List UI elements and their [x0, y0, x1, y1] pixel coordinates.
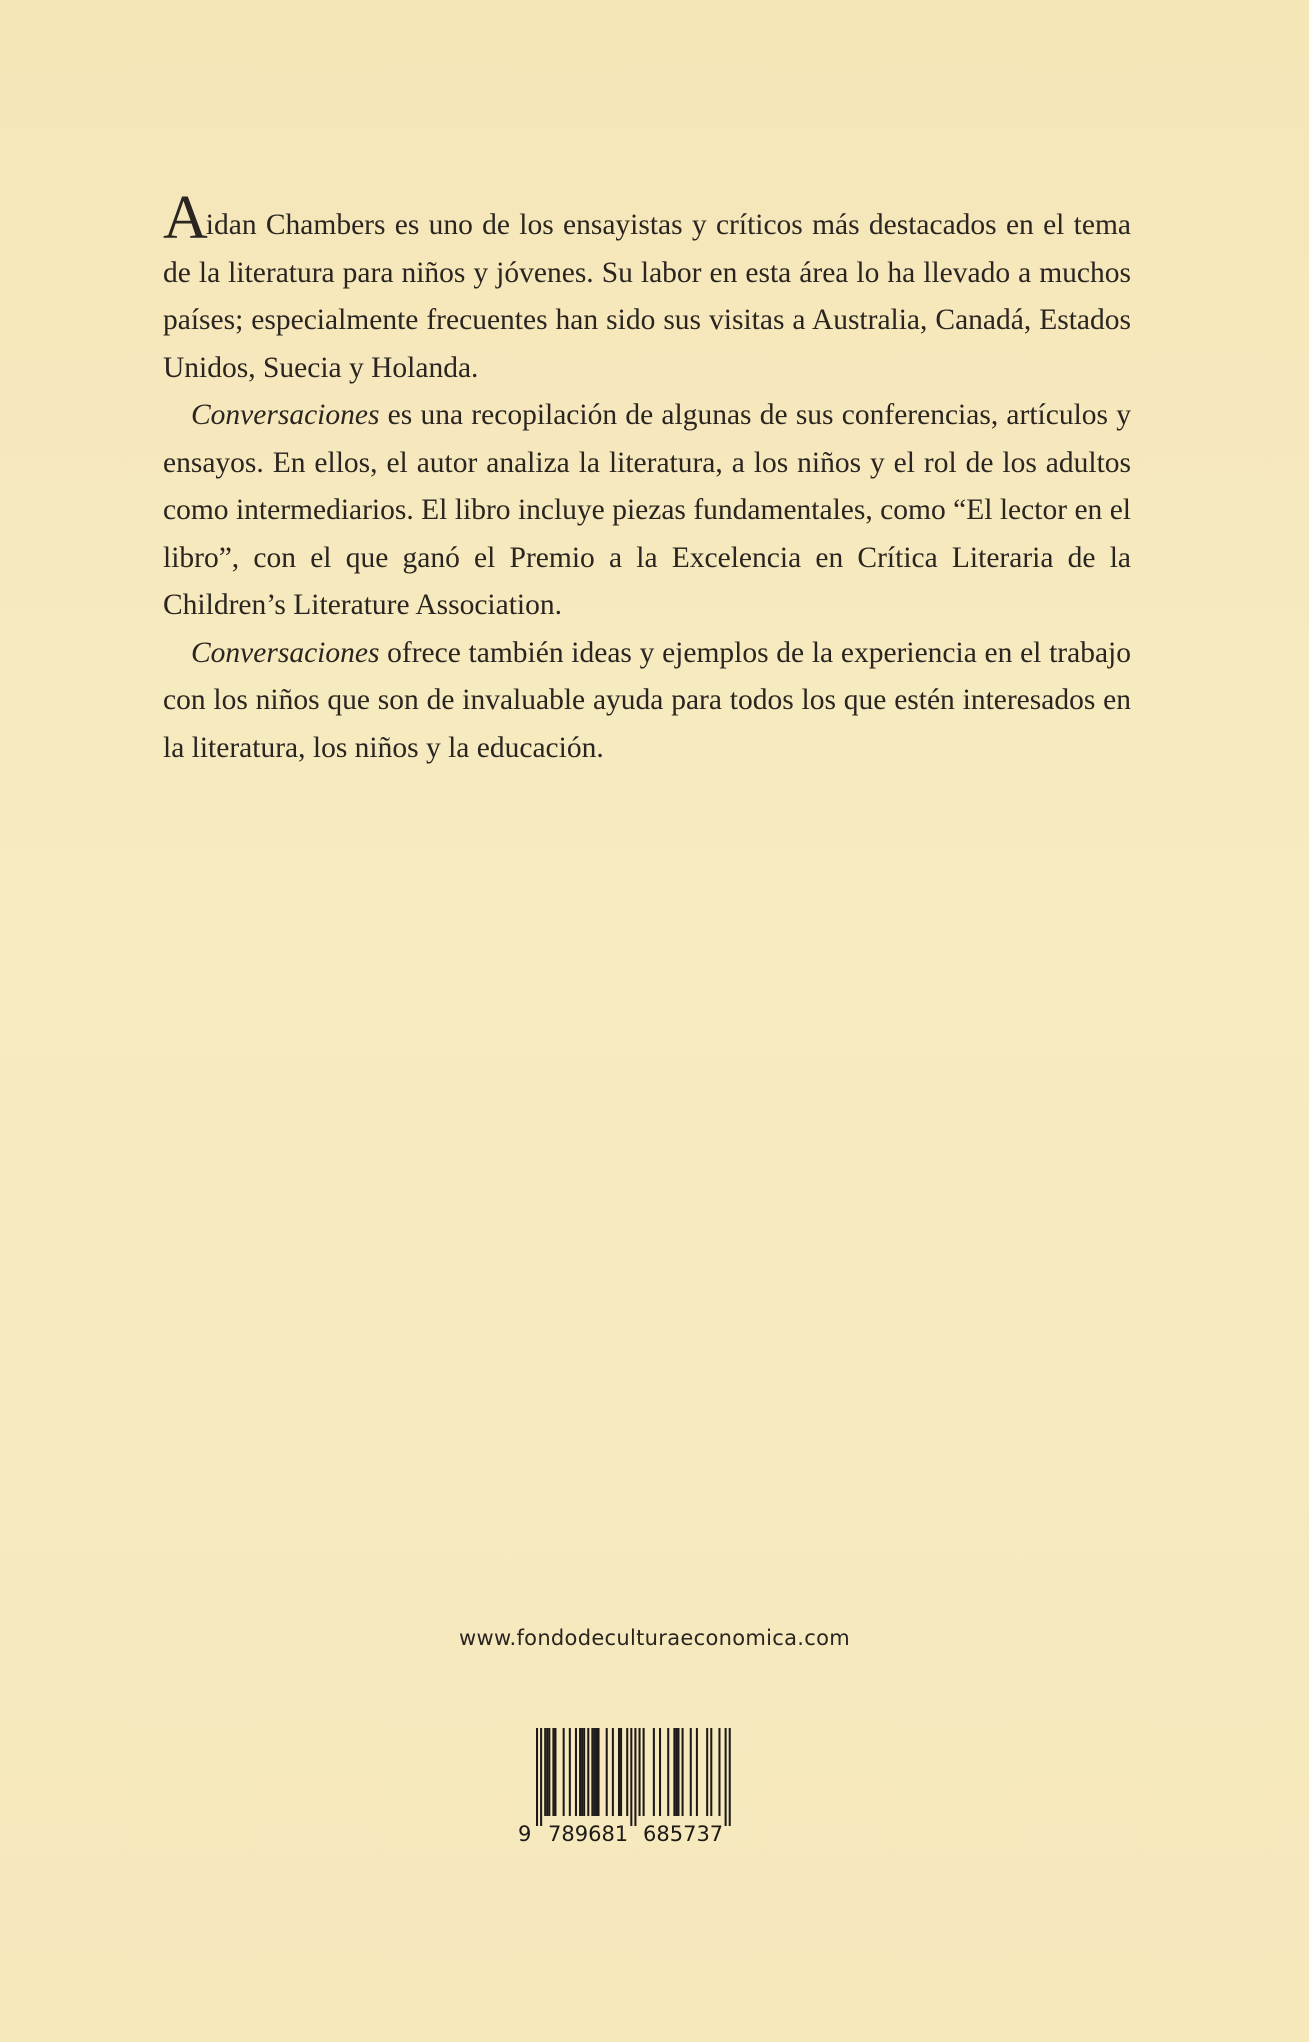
barcode-bar	[630, 1728, 632, 1826]
barcode-bar	[591, 1728, 593, 1816]
book-title-italic: Conversaciones	[191, 399, 380, 431]
barcode-graphic	[518, 1726, 750, 1846]
isbn-barcode	[518, 1726, 750, 1846]
barcode-bar	[653, 1728, 655, 1816]
barcode-bar	[618, 1728, 620, 1816]
barcode-bar	[563, 1728, 565, 1816]
barcode-bar	[544, 1728, 546, 1816]
barcode-bar	[729, 1728, 731, 1826]
barcode-bar	[626, 1728, 628, 1816]
barcode-bar	[548, 1728, 550, 1816]
blurb-paragraph-3	[163, 630, 1131, 773]
barcode-bar	[552, 1728, 554, 1816]
blurb-paragraph-3-text: ofrece también ideas y ejemplos de la experiencia en el trabajo con los niños que son de invaluable ayuda para todos los que estén interesados en la literatura, los niños y la educación.	[163, 636, 1131, 764]
barcode-bar	[581, 1728, 583, 1816]
barcode-bar	[673, 1728, 675, 1816]
blurb-paragraph-1-text: idan Chambers es uno de los ensayistas y críticos más destacados en el tema de la literatura para niños y jóvenes. Su labor en esta área lo ha llevado a muchos países; especialmente frecuentes han sido sus visitas a Australia, Canadá, Estados Unidos, Suecia y Holanda.	[163, 209, 1131, 384]
barcode-bar	[583, 1728, 585, 1816]
barcode-bar	[690, 1728, 692, 1816]
publisher-website[interactable]: www.fondodeculturaeconomica.com	[459, 1626, 850, 1650]
barcode-bar	[540, 1728, 542, 1826]
blurb-paragraph-2-text: es una recopilación de algunas de sus conferencias, artículos y ensayos. En ellos, el autor analiza la literatura, a los niños y el rol de los adultos como intermediarios. El libro incluye piezas fundamentales, como “El lector en el libro”, con el que ganó el Premio a la Excelencia en Crítica Literaria de la Children’s Literature Association.	[163, 399, 1131, 621]
blurb-paragraph-1	[163, 184, 1131, 392]
barcode-bar	[606, 1728, 608, 1816]
barcode-bar	[620, 1728, 622, 1816]
barcode-bar	[546, 1728, 548, 1816]
barcode-bar	[598, 1728, 600, 1816]
barcode-bar	[639, 1728, 641, 1816]
barcode-bar	[682, 1728, 684, 1816]
barcode-bar	[579, 1728, 581, 1816]
barcode-left-digits: 789681	[548, 1822, 629, 1846]
barcode-bar	[587, 1728, 589, 1816]
barcode-bar	[612, 1728, 614, 1816]
barcode-bar	[634, 1728, 636, 1826]
barcode-bar	[595, 1728, 597, 1816]
barcode-bar	[675, 1728, 677, 1816]
barcode-bar	[696, 1728, 698, 1816]
barcode-bar	[643, 1728, 645, 1816]
barcode-bar	[575, 1728, 577, 1816]
barcode-bar	[667, 1728, 669, 1816]
barcode-bar	[569, 1728, 571, 1816]
barcode-bar	[725, 1728, 727, 1826]
barcode-bar	[536, 1728, 538, 1826]
barcode-bar	[710, 1728, 712, 1816]
barcode-bar	[706, 1728, 708, 1816]
barcode-right-digits: 685737	[643, 1822, 724, 1846]
book-title-italic: Conversaciones	[191, 636, 380, 669]
barcode-bar	[554, 1728, 556, 1816]
barcode-bar	[659, 1728, 661, 1816]
barcode-bar	[593, 1728, 595, 1816]
barcode-first-digit: 9	[518, 1822, 532, 1846]
blurb-paragraph-2	[163, 392, 1131, 630]
drop-cap: A	[163, 184, 206, 252]
barcode-bar	[677, 1728, 679, 1816]
barcode-bar	[718, 1728, 720, 1816]
cover-blurb	[163, 184, 1131, 772]
